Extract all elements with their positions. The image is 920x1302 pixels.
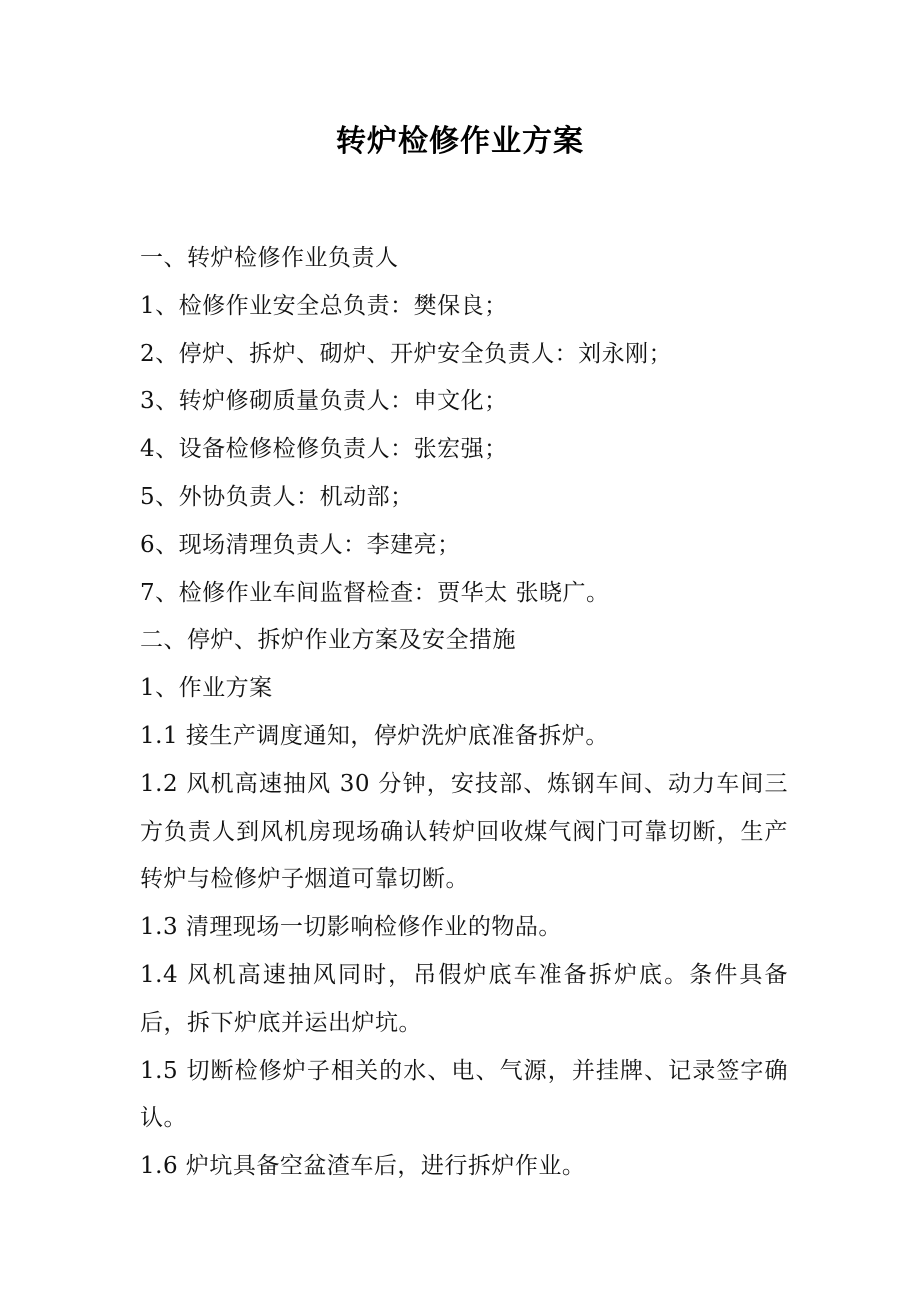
step-paragraph: 1.5 切断检修炉子相关的水、电、气源，并挂牌、记录签字确认。: [140, 1057, 788, 1132]
list-item: 7、检修作业车间监督检查：贾华太 张晓广。: [140, 579, 610, 606]
document-title: 转炉检修作业方案: [336, 124, 584, 159]
step-paragraph: 1.3 清理现场一切影响检修作业的物品。: [140, 914, 562, 941]
list-item: 4、设备检修检修负责人：张宏强；: [140, 436, 508, 463]
list-item: 2、停炉、拆炉、砌炉、开炉安全负责人：刘永刚；: [140, 340, 673, 367]
document-body: [140, 235, 788, 1191]
list-item: 5、外协负责人：机动部；: [140, 483, 414, 510]
step-paragraph: 1.2 风机高速抽风 30 分钟，安技部、炼钢车间、动力车间三方负责人到风机房现场确认转炉回收煤气阀门可靠切断，生产转炉与检修炉子烟道可靠切断。: [140, 770, 788, 893]
list-item: 3、转炉修砌质量负责人：申文化；: [140, 388, 508, 415]
step-paragraph: 1.4 风机高速抽风同时，吊假炉底车准备拆炉底。条件具备后，拆下炉底并运出炉坑。: [140, 961, 788, 1036]
section-heading-2: 二、停炉、拆炉作业方案及安全措施: [140, 627, 516, 654]
step-paragraph: 1.6 炉坑具备空盆渣车后，进行拆炉作业。: [140, 1153, 586, 1180]
subsection-heading: 1、作业方案: [140, 675, 273, 702]
step-paragraph: 1.1 接生产调度通知，停炉洗炉底准备拆炉。: [140, 722, 609, 749]
list-item: 6、现场清理负责人：李建亮；: [140, 531, 461, 558]
section-heading-1: 一、转炉检修作业负责人: [140, 245, 399, 271]
list-item: 1、检修作业安全总负责：樊保良；: [140, 292, 508, 319]
